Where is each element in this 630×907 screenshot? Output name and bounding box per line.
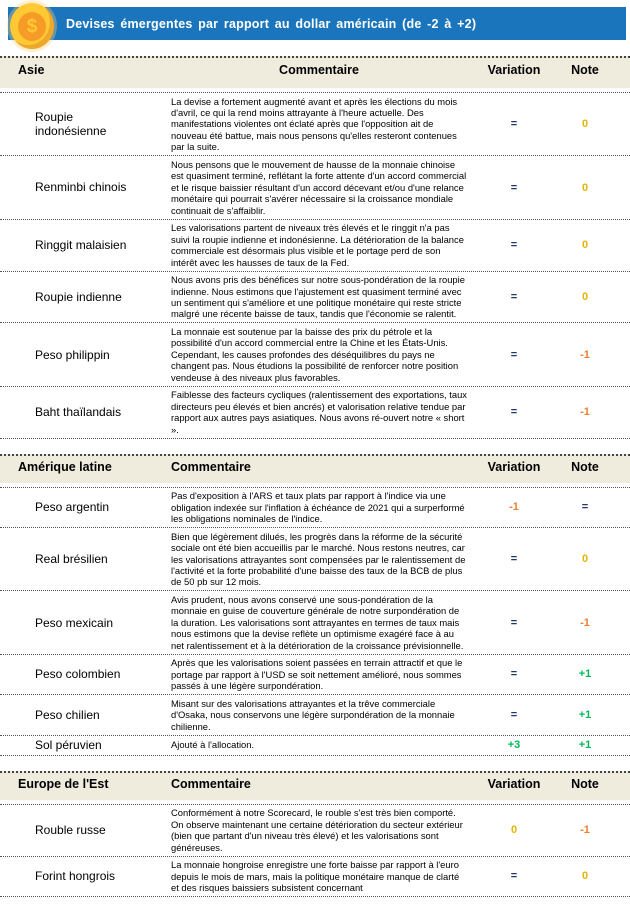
- currency-row: [0, 271, 630, 323]
- variation-value: -1: [509, 501, 519, 514]
- variation-value: 0: [510, 824, 518, 837]
- currency-row: [0, 856, 630, 897]
- section-header-row: [0, 771, 630, 800]
- dollar-coin-inner: [18, 12, 46, 41]
- variation-value: =: [510, 239, 518, 252]
- column-header-note: Note: [571, 776, 599, 791]
- column-header-commentaire: Commentaire: [171, 459, 251, 474]
- variation-value: +3: [507, 739, 521, 752]
- currency-name: Forint hongrois: [35, 869, 116, 884]
- currency-section: [0, 454, 630, 756]
- currency-row: [0, 386, 630, 439]
- column-header-commentaire: Commentaire: [171, 776, 251, 791]
- note-value: +1: [578, 739, 592, 752]
- currency-name: Peso argentin: [35, 500, 110, 515]
- note-value: 0: [581, 118, 589, 131]
- currency-comment: Nous avons pris des bénéfices sur notre sous-pondération de la roupie indienne. Nous estimons que l'ajustement est quasiment terminé avec un sentiment qui s'améliore et une politique monétaire qui reste stricte malgré une récente baisse de taux, tandis que l'économie se ralentit.: [171, 274, 465, 320]
- column-header-note: Note: [571, 459, 599, 474]
- column-header-variation: Variation: [487, 459, 541, 474]
- banner-title: Devises émergentes par rapport au dollar américain (de -2 à +2): [66, 16, 477, 31]
- column-header-variation: Variation: [487, 776, 541, 791]
- region-label: Amérique latine: [18, 459, 112, 474]
- variation-value: =: [510, 708, 518, 721]
- variation-value: =: [510, 870, 518, 883]
- variation-value: =: [510, 291, 518, 303]
- note-value: =: [581, 501, 589, 514]
- currency-comment: Les valorisations partent de niveaux très élevés et le ringgit n'a pas suivi la roupie indienne et indonésienne. La détérioration de la balance commerciale est désormais plus visible et le portage perd de son intérêt avec les hausses de taux de la Fed.: [171, 222, 464, 268]
- section-header-row: [0, 454, 630, 483]
- note-value: +1: [578, 668, 592, 681]
- section-rows: [0, 92, 630, 439]
- currency-comment: Faiblesse des facteurs cycliques (ralentissement des exportations, taux directeurs peu élevés et bien ancrés) et valorisation relative tendue par rapport aux autres pays asiatiques. Nous avons ré-ouvert notre « short ».: [171, 389, 467, 435]
- currency-row: [0, 654, 630, 694]
- currency-row: [0, 92, 630, 155]
- currency-name: Renminbi chinois: [35, 180, 127, 195]
- currency-row: [0, 804, 630, 856]
- column-header-commentaire: Commentaire: [279, 63, 359, 77]
- banner-background: [8, 7, 626, 40]
- note-value: 0: [581, 181, 589, 194]
- currency-comment: La monnaie hongroise enregistre une forte baisse par rapport à l'euro depuis le mois de mars, mais la politique monétaire manque de clarté et des risques baissiers subsistent concernant: [171, 859, 460, 894]
- currency-comment: Misant sur des valorisations attrayantes et la trêve commerciale d'Osaka, nous conservons une légère surpondération de la monnaie chilienne.: [171, 697, 455, 732]
- currency-comment: Nous pensons que le mouvement de hausse de la monnaie chinoise est quasiment terminé, reflétant la forte attente d'un accord commercial et le risque baissier résultant d'un accord décevant et/ou d'une relance monétaire qui pourrait s'avérer nécessaire si la croissance mondiale continuait de s'affaiblir.: [171, 158, 467, 216]
- currency-comment: La devise a fortement augmenté avant et après les élections du mois d'avril, ce qui la rend moins attrayante à l'heure actuelle. Des manifestations violentes ont éclaté après que l'opposition ait de nouveau été battue, mais nous pensons qu'elles resteront contenues par la suite.: [171, 95, 458, 153]
- note-value: -1: [580, 824, 590, 837]
- currency-comment: La monnaie est soutenue par la baisse des prix du pétrole et la possibilité d'un accord commercial entre la Chine et les États-Unis. Cependant, les causes profondes des déséquilibres du pays ne changent pas. Nous étudions la possibilité de renforcer notre position vendeuse à des niveaux plus favorables.: [171, 325, 459, 383]
- note-value: 0: [581, 553, 589, 566]
- region-label: Asie: [18, 63, 45, 77]
- currency-name: Peso colombien: [35, 667, 121, 682]
- section-rows: [0, 487, 630, 756]
- currency-comment: Conformément à notre Scorecard, le rouble s'est très bien comporté. On observe maintenant une certaine détérioration du secteur extérieur (bien que partant d'un niveau très élevé) et les valorisations sont généreuses.: [171, 807, 463, 853]
- section-rows: [0, 804, 630, 897]
- region-label: Europe de l'Est: [18, 776, 109, 791]
- variation-value: =: [510, 118, 518, 131]
- variation-value: =: [510, 181, 518, 194]
- currency-row: [0, 735, 630, 756]
- currency-row: [0, 219, 630, 271]
- variation-value: =: [510, 406, 518, 419]
- note-value: 0: [581, 291, 589, 303]
- currency-section: [0, 56, 630, 439]
- currency-section: [0, 771, 630, 897]
- currency-name: Roupie indonésienne: [35, 110, 107, 139]
- currency-name: Peso mexicain: [35, 615, 114, 630]
- column-header-note: Note: [571, 63, 599, 77]
- currency-comment: Après que les valorisations soient passées en terrain attractif et que le portage par rapport à l'USD se soit nettement amélioré, nous sommes passés à une légère surpondération.: [171, 657, 463, 692]
- variation-value: =: [510, 348, 518, 361]
- header-banner: [8, 7, 626, 40]
- currency-row: [0, 527, 630, 590]
- sections-container: [0, 56, 630, 897]
- currency-comment: Bien que légèrement dilués, les progrès dans la réforme de la sécurité sociale ont été bien accueillis par le marché. Nous restons neutres, car les valorisations attrayantes sont compensées par le ralentissement de l'activité et la forte probabilité d'une baisse des taux de la BCB de plus de 50 pb sur 12 mois.: [171, 530, 466, 588]
- currency-name: Sol péruvien: [35, 738, 102, 753]
- currency-name: Baht thaïlandais: [35, 405, 122, 420]
- page: [0, 7, 630, 907]
- currency-row: [0, 590, 630, 653]
- dollar-coin-icon: [10, 3, 54, 49]
- currency-comment: Avis prudent, nous avons conservé une sous-pondération de la monnaie en guise de couverture générale de notre surpondération de la duration. Les valorisations sont attrayantes en termes de taux mais nous estimons que la devise reflète un optimisme exagéré face à au net ralentissement et à la détérioration de la croissance prévisionnelle.: [171, 593, 464, 651]
- currency-name: Peso chilien: [35, 707, 100, 722]
- note-value: -1: [580, 406, 590, 419]
- currency-comment: Pas d'exposition à l'ARS et taux plats par rapport à l'indice via une obligation indexée sur l'inflation à échéance de 2021 qui a surperformé les obligations nominales de l'indice.: [171, 490, 465, 525]
- currency-row: [0, 694, 630, 734]
- currency-row: [0, 155, 630, 218]
- dollar-sign: $: [26, 15, 38, 37]
- note-value: -1: [580, 616, 590, 629]
- currency-name: Peso philippin: [35, 347, 110, 362]
- variation-value: =: [510, 553, 518, 566]
- currency-comment: Ajouté à l'allocation.: [171, 739, 255, 751]
- variation-value: =: [510, 616, 518, 629]
- currency-row: [0, 322, 630, 385]
- section-header-row: [0, 56, 630, 88]
- note-value: -1: [580, 348, 590, 361]
- note-value: 0: [581, 239, 589, 252]
- currency-name: Rouble russe: [35, 823, 106, 838]
- currency-name: Roupie indienne: [35, 289, 122, 304]
- note-value: 0: [581, 870, 589, 883]
- variation-value: =: [510, 668, 518, 681]
- note-value: +1: [578, 708, 592, 721]
- currency-name: Real brésilien: [35, 552, 108, 567]
- column-header-variation: Variation: [487, 63, 541, 77]
- currency-row: [0, 487, 630, 527]
- currency-name: Ringgit malaisien: [35, 238, 127, 253]
